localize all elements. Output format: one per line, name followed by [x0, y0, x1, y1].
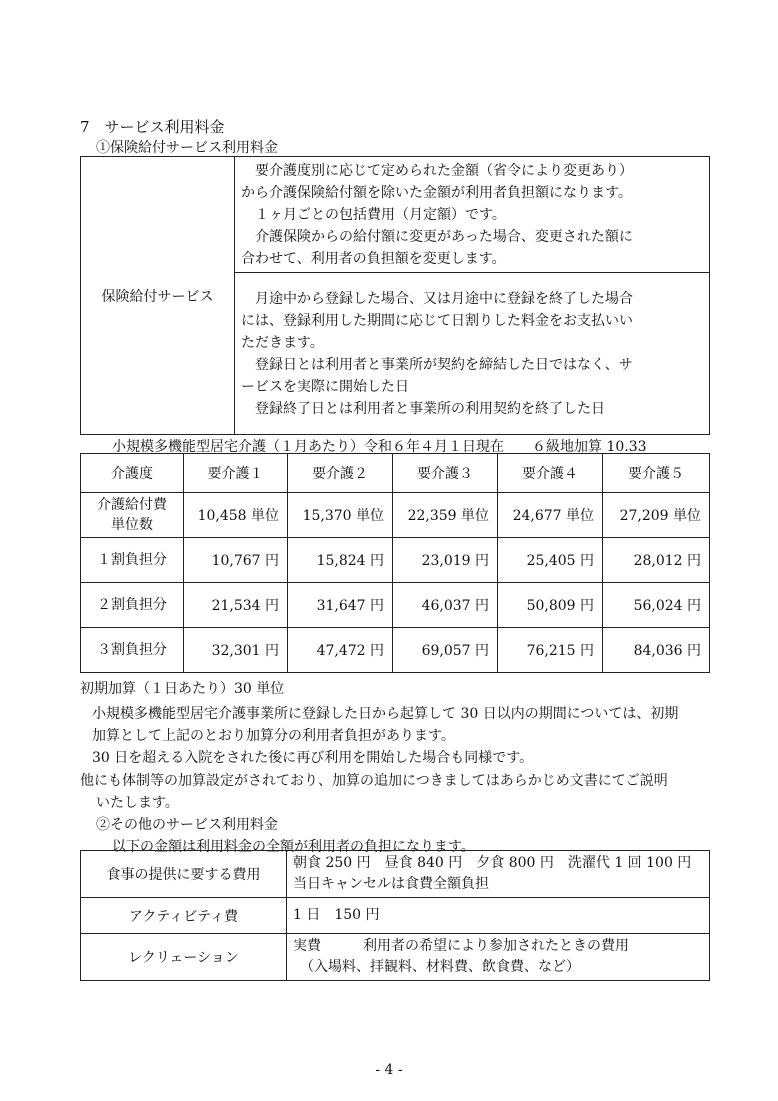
table-cell: 56,024 円	[603, 583, 710, 628]
block1-line: 介護保険からの給付額に変更があった場合、変更された額に	[241, 228, 633, 245]
table-row	[81, 628, 710, 673]
fee-line: 実費 利用者の希望により参加されたときの費用	[293, 938, 629, 954]
table-cell: 15,370 単位	[288, 493, 393, 538]
table-cell: 47,472 円	[288, 628, 393, 673]
block1-line: 要介護度別に応じて定められた金額（省令により変更あり）	[241, 162, 633, 179]
table-cell: 32,301 円	[184, 628, 288, 673]
table-cell: 84,036 円	[603, 628, 710, 673]
column-header: 要介護５	[603, 454, 710, 493]
column-header: 要介護３	[393, 454, 498, 493]
insurance-benefit-table	[80, 156, 710, 435]
fee-table-caption: 小規模多機能型居宅介護（１月あたり）令和６年４月１日現在 ６級地加算 10.33	[112, 439, 647, 455]
subsection-intro: 以下の金額は利用料金の全額が利用者の負担になります。	[112, 839, 475, 855]
table-cell: 31,647 円	[288, 583, 393, 628]
row-header-line: 介護給付費	[97, 497, 167, 513]
table-cell: 10,767 円	[184, 538, 288, 583]
subsection-title-insurance: ①保険給付サービス利用料金	[96, 140, 278, 156]
table-cell: 24,677 単位	[498, 493, 603, 538]
fee-content	[287, 934, 710, 981]
table-row	[81, 583, 710, 628]
row-header-line: 単位数	[111, 517, 153, 533]
page-number: - 4 -	[375, 1062, 403, 1078]
table-cell: 23,019 円	[393, 538, 498, 583]
column-header: 要介護４	[498, 454, 603, 493]
fee-label: 食事の提供に要する費用	[81, 851, 287, 898]
subsection-title-other: ②その他のサービス利用料金	[96, 817, 278, 833]
block1-line: １ヶ月ごとの包括費用（月定額）です。	[241, 206, 506, 223]
block2-line: には、登録利用した期間に応じて日割りした料金をお支払いい	[241, 312, 633, 329]
row-header: ２割負担分	[81, 583, 184, 628]
table-row	[81, 493, 710, 538]
table-cell: 15,824 円	[288, 538, 393, 583]
table-cell: 27,209 単位	[603, 493, 710, 538]
insurance-benefit-block1	[235, 157, 710, 273]
table-cell: 76,215 円	[498, 628, 603, 673]
table-header-row	[81, 454, 710, 493]
block2-line: 登録日とは利用者と事業所が契約を締結した日ではなく、サ	[241, 356, 633, 373]
other-fees-table	[80, 850, 710, 981]
section-title: 7 サービス利用料金	[80, 118, 225, 136]
table-cell: 28,012 円	[603, 538, 710, 583]
fee-line: 当日キャンセルは食費全額負担	[293, 876, 489, 892]
fee-line: 朝食 250 円 昼食 840 円 夕食 800 円 洗濯代 1 回 100 円	[293, 855, 692, 871]
fee-label: アクティビティ費	[81, 898, 287, 934]
block2-line: 登録終了日とは利用者と事業所の利用契約を終了した日	[241, 400, 605, 417]
column-header: 介護度	[81, 454, 184, 493]
note-line: いたします。	[96, 795, 179, 811]
fee-label: レクリェーション	[81, 934, 287, 981]
row-header: １割負担分	[81, 538, 184, 583]
note-line: 30 日を超える入院をされた後に再び利用を開始した場合も同様です。	[92, 750, 534, 766]
block1-line: から介護保険給付額を除いた金額が利用者負担額になります。	[241, 184, 632, 201]
fee-line: （入場料、拝観料、材料費、飲食費、など）	[293, 959, 580, 975]
table-row	[81, 538, 710, 583]
table-cell: 21,534 円	[184, 583, 288, 628]
fee-content	[287, 898, 710, 934]
table-cell: 50,809 円	[498, 583, 603, 628]
initial-fee-note: 初期加算（１日あたり）30 単位	[80, 681, 285, 697]
note-line: 小規模多機能型居宅介護事業所に登録した日から起算して 30 日以内の期間については、初期	[92, 706, 679, 722]
table-row	[81, 898, 710, 934]
note-line: 他にも体制等の加算設定がされており、加算の追加につきましてはあらかじめ文書にてご説明	[80, 773, 668, 789]
block1-line: 合わせて、利用者の負担額を変更します。	[241, 250, 506, 267]
care-fee-table	[80, 453, 710, 673]
table-cell: 46,037 円	[393, 583, 498, 628]
insurance-benefit-block2	[235, 273, 710, 435]
block2-line: 月途中から登録した場合、又は月途中に登録を終了した場合	[241, 290, 633, 307]
row-header: ３割負担分	[81, 628, 184, 673]
table-cell: 25,405 円	[498, 538, 603, 583]
note-line: 加算として上記のとおり加算分の利用者負担があります。	[92, 728, 455, 744]
table-cell: 22,359 単位	[393, 493, 498, 538]
table-row	[81, 851, 710, 898]
table-cell: 69,057 円	[393, 628, 498, 673]
fee-content	[287, 851, 710, 898]
insurance-benefit-label: 保険給付サービス	[81, 157, 235, 435]
block2-line: ただきます。	[241, 334, 324, 351]
block2-line: ービスを実際に開始した日	[241, 378, 409, 395]
column-header: 要介護２	[288, 454, 393, 493]
fee-line: 1 日 150 円	[293, 907, 380, 923]
table-row	[81, 934, 710, 981]
table-cell: 10,458 単位	[184, 493, 288, 538]
row-header	[81, 493, 184, 538]
column-header: 要介護１	[184, 454, 288, 493]
